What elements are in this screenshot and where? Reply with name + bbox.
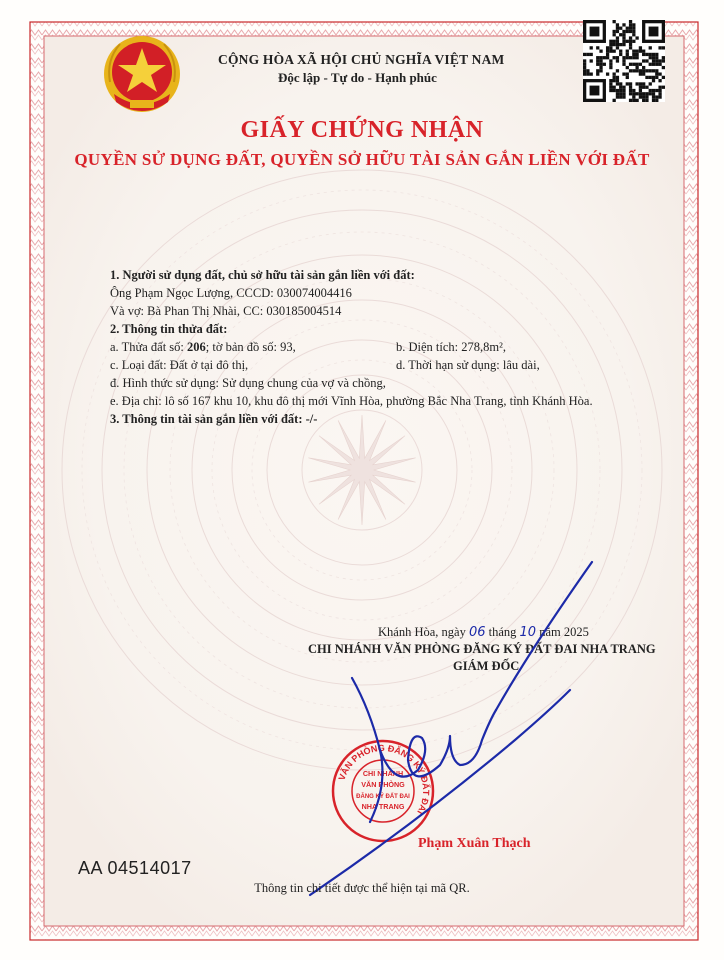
date-prefix: Khánh Hòa, ngày	[378, 625, 469, 639]
owner-line: Ông Phạm Ngọc Lượng, CCCD: 030074004416	[110, 286, 352, 300]
spouse-line	[110, 304, 341, 319]
serial-number: AA 04514017	[78, 858, 192, 878]
stamp-line-1: CHI NHÁNH	[362, 769, 404, 778]
section3-heading: 3. Thông tin tài sản gắn liền với đất: -/-	[110, 412, 318, 426]
parcel-label: a. Thửa đất số:	[110, 340, 188, 354]
certificate-title: GIẤY CHỨNG NHẬN	[240, 117, 484, 143]
parcel-number-line	[110, 340, 296, 355]
qr-code	[583, 20, 665, 102]
signer-name: Phạm Xuân Thạch	[418, 836, 531, 851]
date-month: 10	[519, 625, 537, 640]
date-day: 06	[468, 625, 486, 640]
address-line: e. Địa chỉ: lô số 167 khu 10, khu đô thị mới Vĩnh Hòa, phường Bắc Nha Trang, tỉnh Khánh Hòa.	[110, 394, 593, 408]
year-label: năm 2025	[536, 625, 589, 639]
stamp-line-3: ĐĂNG KÝ ĐẤT ĐAI	[356, 794, 410, 800]
spouse-prefix: Và vợ:	[110, 304, 148, 318]
qr-note: Thông tin chi tiết được thể hiện tại mã QR.	[254, 881, 470, 895]
parcel-number: 206	[187, 340, 206, 354]
map-sheet: ; tờ bản đồ số: 93,	[205, 340, 296, 354]
area-line: b. Diện tích: 278,8m²,	[396, 340, 506, 354]
section1-heading: 1. Người sử dụng đất, chủ sở hữu tài sản gắn liền với đất:	[110, 268, 415, 282]
country-name: CỘNG HÒA XÃ HỘI CHỦ NGHĨA VIỆT NAM	[218, 52, 505, 67]
stamp-ring-text: VĂN PHÒNG ĐĂNG KÝ ĐẤT ĐAI	[336, 742, 432, 817]
land-type-line: c. Loại đất: Đất ở tại đô thị,	[110, 358, 249, 372]
signer-position: GIÁM ĐỐC	[453, 659, 520, 673]
spouse-value: Bà Phan Thị Nhài, CC: 030185004514	[147, 304, 342, 318]
issuing-office: CHI NHÁNH VĂN PHÒNG ĐĂNG KÝ ĐẤT ĐAI NHA TRANG	[308, 642, 656, 656]
certificate-subtitle: QUYỀN SỬ DỤNG ĐẤT, QUYỀN SỞ HỮU TÀI SẢN GẮN LIỀN VỚI ĐẤT	[74, 150, 650, 169]
stamp-line-2: VĂN PHÒNG	[361, 780, 405, 789]
usage-form-line: đ. Hình thức sử dụng: Sử dụng chung của vợ và chồng,	[110, 376, 386, 390]
stamp-line-4: NHA TRANG	[361, 802, 405, 811]
term-line: d. Thời hạn sử dụng: lâu dài,	[396, 358, 540, 372]
month-label: tháng	[485, 625, 520, 639]
national-emblem-icon	[96, 30, 188, 122]
section2-heading: 2. Thông tin thửa đất:	[110, 322, 228, 336]
national-motto: Độc lập - Tự do - Hạnh phúc	[278, 70, 437, 85]
